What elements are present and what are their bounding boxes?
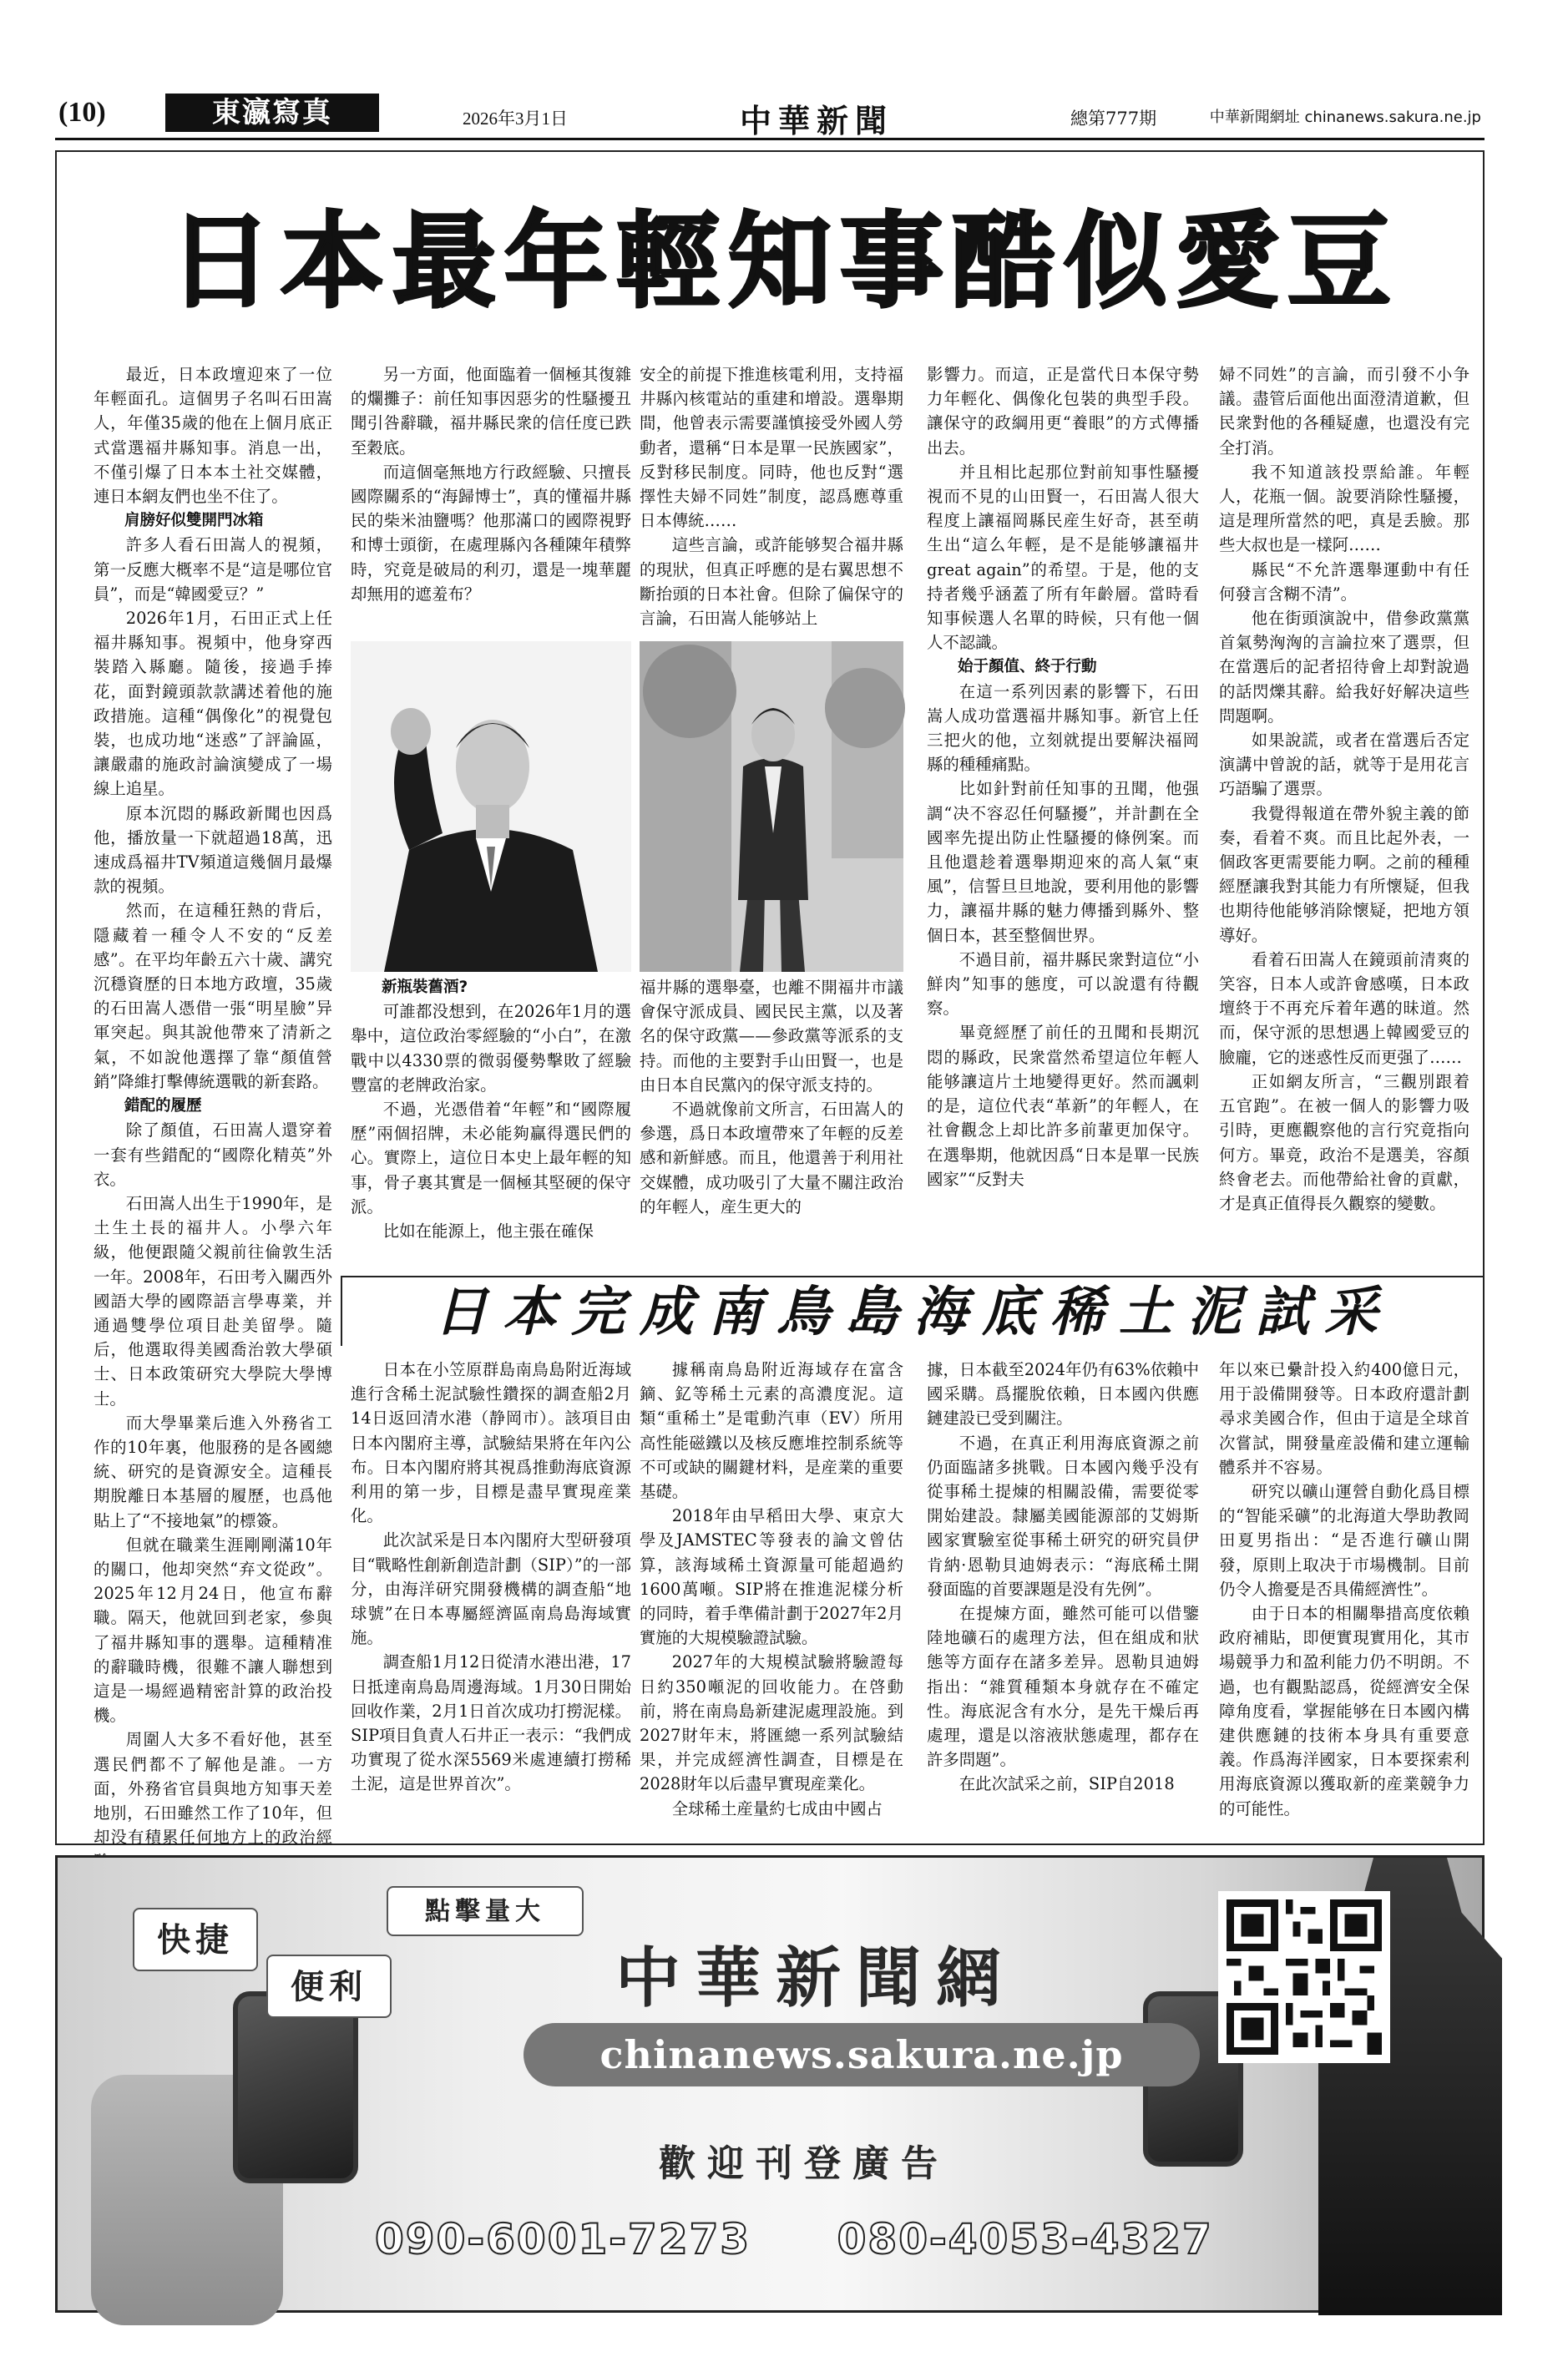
paragraph: 周圍人大多不看好他，甚至選民們都不了解他是誰。一方面，外務省官員與地方知事天差地別，石田雖然工作了10年，但却没有積累任何地方上的政治經 (94, 1730, 332, 1848)
paragraph: 調查船1月12日從清水港出港，17日抵達南鳥島周邊海域。1月30日開始回收作業，2月1日首次成功打撈泥樣。SIP項目負責人石井正一表示：“我們成功實現了從水深5569米處連續打撈稀土泥，這是世界首次”。 (351, 1652, 631, 1794)
main-column-3-top (640, 362, 903, 638)
photo-governor-fist (351, 641, 631, 972)
paragraph: 不過，在真正利用海底資源之前仍面臨諸多挑戰。日本國內幾乎没有從事稀土提煉的相關設備，需要從零開始建設。隸屬美國能源部的艾姆斯國家實驗室從事稀土研究的研究員伊肯納·恩勒貝迪姆表示：“海底稀土開發面臨的首要課題是没有先例”。 (927, 1433, 1199, 1599)
paragraph: 據稱南鳥島附近海域存在富含鏑、釔等稀土元素的高濃度泥。這類“重稀土”是電動汽車（EV）所用高性能磁鐵以及核反應堆控制系統等不可或缺的關鍵材料，是産業的重要基礎。 (640, 1360, 903, 1502)
second-column-1 (351, 1358, 631, 1842)
paragraph: 研究以礦山運營自動化爲目標的“智能采礦”的北海道大學助教岡田夏男指出：“是否進行礦山開發，原則上取决于市場機制。目前仍令人擔憂是否具備經濟性”。 (1219, 1482, 1469, 1599)
paragraph: 而這個毫無地方行政經驗、只擅長國際關系的“海歸博士”，真的懂福井縣民的柴米油鹽嗎？他那滿口的國際視野和博士頭銜，在處理縣內各種陳年積弊時，究竟是破局的利刃，還是一塊華麗却無用的遮羞布？ (351, 462, 631, 604)
paragraph: 這些言論，或許能够契合福井縣的現狀，但真正呼應的是右翼思想不斷抬頭的日本社會。但除了偏保守的言論，石田嵩人能够站上 (640, 535, 903, 629)
paragraph: 在提煉方面，雖然可能可以借鑒陸地礦石的處理方法，但在組成和狀態等方面存在諸多差异。恩勒貝迪姆指出：“雜質種類本身就存在不確定性。海底泥含有水分，是先干燥后再處理，還是以溶液狀態處理，都存在許多問題”。 (927, 1604, 1199, 1770)
paragraph: 2018年由早稻田大學、東京大學及JAMSTEC等發表的論文曾估算，該海域稀土資源量可能超過約1600萬噸。SIP將在推進泥樣分析的同時，着手準備計劃于2027年2月實施的大規模驗證試驗。 (640, 1506, 903, 1648)
main-column-5 (1219, 362, 1469, 1272)
second-column-4 (1219, 1358, 1469, 1842)
paragraph: 然而，在這種狂熱的背后，隱藏着一種令人不安的“反差感”。在平均年齡五六十歲、講究沉穩資歷的日本地方政壇，35歲的石田嵩人憑借一張“明星臉”异軍突起。與其說他帶來了清新之氣，不如說他選擇了靠“顏值營銷”降維打擊傳統選戰的新套路。 (94, 901, 332, 1091)
paragraph: 石田嵩人出生于1990年，是土生土長的福井人。小學六年級，他便跟隨父親前往倫敦生活一年。2008年，石田考入關西外國語大學的國際語言學專業，并通過雙學位項目赴美留學。隨后，他選取得美國喬治敦大學碩士、日本政策研究大學院大學博士。 (94, 1193, 332, 1409)
governor-portrait-image (351, 641, 631, 972)
paragraph: 看着石田嵩人在鏡頭前清爽的笑容，日本人或許會感嘆，日本政壇終于不再充斥着年邁的昧道。然而，保守派的思想遇上韓國愛豆的臉龐，它的迷惑性反而更强了…… (1219, 949, 1469, 1067)
paragraph: 并且相比起那位對前知事性騷擾視而不見的山田賢一，石田嵩人很大程度上讓福岡縣民産生好奇，甚至萌生出“這么年輕，是不是能够讓福井great again”的希望。于是，他的支持者幾乎涵蓋了所有年齡層。當時看知事候選人名單的時候，只有他一個人不認識。 (927, 462, 1199, 653)
paragraph: 影響力。而這，正是當代日本保守勢力年輕化、偶像化包裝的典型手段。讓保守的政綱用更“養眼”的方式傳播出去。 (927, 365, 1199, 458)
paragraph: 由于日本的相關舉措高度依賴政府補貼，即便實現實用化，其市場競爭力和盈利能力仍不明朗。不過，也有觀點認爲，從經濟安全保障角度看，掌握能够在日本國內構建供應鏈的技術本身具有重要意義。作爲海洋國家，日本要探索利用海底資源以獲取新的産業競争力的可能性。 (1219, 1604, 1469, 1818)
paragraph: 除了顏值，石田嵩人還穿着一套有些錯配的“國際化精英”外衣。 (94, 1120, 332, 1189)
paragraph: 我不知道該投票給誰。年輕人，花瓶一個。說要消除性騷擾，這是理所當然的吧，真是丢臉。那些大叔也是一樣阿…… (1219, 462, 1469, 555)
paragraph: 不過目前，福井縣民衆對這位“小鮮肉”知事的態度，可以說還有待觀察。 (927, 949, 1199, 1019)
paragraph: 許多人看石田嵩人的視頻，第一反應大概率不是“這是哪位官員”，而是“韓國愛豆？” (94, 535, 332, 604)
ad-bubble-quick: 快捷 (133, 1908, 258, 1971)
qr-code-icon[interactable] (1218, 1891, 1390, 2063)
issue-date: 2026年3月1日 (463, 109, 568, 129)
paragraph: 婦不同姓”的言論，而引發不小争議。盡管后面他出面澄清道歉，但民衆對他的各種疑慮，也還没有完全打消。 (1219, 365, 1469, 458)
phone-number-2[interactable]: 080-4053-4327 (837, 2215, 1213, 2263)
paragraph: 可誰都没想到，在2026年1月的選舉中，這位政治零經驗的“小白”，在激戰中以4330票的微弱優勢擊敗了經驗豐富的老牌政治家。 (351, 1002, 631, 1095)
masthead (55, 94, 1485, 140)
subheading: 新瓶裝舊酒? (382, 979, 468, 996)
main-column-2-bottom (351, 975, 631, 1269)
qr-code-graphic (1227, 1899, 1382, 2055)
ad-bubble-clicks: 點擊量大 (387, 1886, 584, 1936)
governor-walking-image (640, 641, 903, 972)
paragraph: 在這一系列因素的影響下，石田嵩人成功當選福井縣知事。新官上任三把火的他，立刻就提出要解決福岡縣的種種痛點。 (927, 681, 1199, 775)
main-column-2-top (351, 362, 631, 638)
phone-number-1[interactable]: 090-6001-7273 (375, 2215, 751, 2263)
advertisement-banner[interactable] (55, 1855, 1485, 2313)
ad-title: 中華新聞網 (615, 1940, 1017, 2016)
subheading: 始于顏值、終于行動 (958, 658, 1097, 676)
main-column-3-bottom (640, 975, 903, 1269)
paragraph: 而大學畢業后進入外務省工作的10年裏，他服務的是各國總統、研究的是資源安全。這種長期脫離日本基層的履歷，也爲他貼上了“不接地氣”的標簽。 (94, 1413, 332, 1530)
paragraph: 比如針對前任知事的丑聞，他强調“决不容忍任何騷擾”，并計劃在全國率先提出防止性騷擾的條例案。而且他還趁着選舉期迎來的高人氣“東風”，信誓旦旦地說，要利用他的影響力，讓福井縣的魅力傳播到縣外、整個日本，甚至整個世界。 (927, 779, 1199, 945)
subheading: 錯配的履歷 (124, 1097, 202, 1115)
second-headline: 日本完成南鳥島海底稀土泥試采 (341, 1276, 1485, 1346)
ad-welcome: 歡迎刊登廣告 (659, 2142, 949, 2185)
phone-icon (233, 1991, 358, 2183)
paragraph: 不過就像前文所言，石田嵩人的參選，爲日本政壇帶來了年輕的反差感和新鮮感。而且，他還善于利用社交媒體，成功吸引了大量不關注政治的年輕人，産生更大的 (640, 1100, 903, 1216)
paragraph: 正如網友所言，“三觀別跟着五官跑”。在被一個人的影響力吸引時，更應觀察他的言行究竟指向何方。畢竟，政治不是選美，容顏終會老去。而他帶給社會的貢獻，才是真正值得長久觀察的變數。 (1219, 1071, 1469, 1213)
section-tag: 東瀛寫真 (165, 94, 379, 132)
site-label: 中華新聞網址 (1209, 109, 1300, 126)
paragraph: 畢竟經歷了前任的丑聞和長期沉悶的縣政，民衆當然希望這位年輕人能够讓這片土地變得更好。然而諷刺的是，這位代表“革新”的年輕人，在社會觀念上却比許多前輩更加保守。在選舉期，他就因爲“日本是單一民族國家”“反對夫 (927, 1023, 1199, 1189)
paragraph: 日本在小笠原群島南鳥島附近海域進行含稀土泥試驗性鑽探的調查船2月14日返回清水港（静岡市）。該項目由日本內閣府主導，試驗結果將在年內公布。日本內閣府將其視爲推動海底資源利用的第一步，目標是盡早實現産業化。 (351, 1360, 631, 1526)
paragraph: 比如在能源上，他主張在確保 (382, 1221, 594, 1242)
paragraph: 2026年1月，石田正式上任福井縣知事。視頻中，他身穿西裝踏入縣廳。隨後，接過手捧花，面對鏡頭款款講述着他的施政措施。這種“偶像化”的視覺包裝，也成功地“迷惑”了評論區，讓嚴肅的施政討論演變成了一場線上追星。 (94, 609, 332, 799)
paragraph: 最近，日本政壇迎來了一位年輕面孔。這個男子名叫石田嵩人，年僅35歲的他在上個月底正式當選福井縣知事。消息一出，不僅引爆了日本本土社交媒體，連日本網友們也坐不住了。 (94, 365, 332, 507)
paragraph: 縣民“不允許選舉運動中有任何發言含糊不清”。 (1219, 559, 1469, 604)
ad-bubble-convenient: 便利 (266, 1955, 392, 2018)
second-column-3 (927, 1358, 1199, 1842)
second-column-2 (640, 1358, 903, 1842)
paragraph: 但就在職業生涯剛剛滿10年的關口，他却突然“弃文從政”。2025年12月24日，他宣布辭職。隔天，他就回到老家，參與了福井縣知事的選舉。這種精准的辭職時機，很難不讓人聯想到這是一場經過精密計算的政治投機。 (94, 1535, 332, 1726)
paragraph: 此次試采是日本內閣府大型研發項目“戰略性創新創造計劃（SIP）”的一部分，由海洋研究開發機構的調查船“地球號”在日本專屬經濟區南鳥島海域實施。 (351, 1530, 631, 1648)
paragraph: 如果說謊，或者在當選后否定演講中曾說的話，就等于是用花言巧語騙了選票。 (1219, 731, 1469, 799)
paragraph: 原本沉悶的縣政新聞也因爲他，播放量一下就超過18萬，迅速成爲福井TV頻道這幾個月最爆款的視頻。 (94, 803, 332, 897)
paragraph: 不過，光憑借着“年輕”和“國際履歷”兩個招牌，未必能夠贏得選民們的心。實際上，這位日本史上最年輕的知事，骨子裏其實是一個極其堅硬的保守派。 (351, 1100, 631, 1216)
paper-name: 中華新聞 (740, 102, 894, 139)
subheading: 肩膀好似雙開門冰箱 (124, 512, 264, 530)
site-url-text: chinanews.sakura.ne.jp (1304, 109, 1481, 126)
paragraph: 全球稀土産量約七成由中國占 (671, 1798, 883, 1818)
paragraph: 另一方面，他面臨着一個極其復雜的爛攤子：前任知事因惡劣的性騷擾丑聞引咎辭職，福井縣民衆的信任度已跌至穀底。 (351, 365, 631, 458)
page-number: (10) (58, 97, 106, 128)
main-headline: 日本最年輕知事酷似愛豆 (168, 202, 1399, 322)
paragraph: 安全的前提下推進核電利用，支持福井縣內核電站的重建和增設。選舉期間，他曾表示需要謹慎接受外國人勞動者，還稱“日本是單一民族國家”，反對移民制度。同時，他也反對“選擇性夫婦不同姓”制度，認爲應尊重日本傳統…… (640, 365, 903, 531)
main-column-4 (927, 362, 1199, 1272)
paragraph: 2027年的大規模試驗將驗證每日約350噸泥的回收能力。在啓動前，將在南鳥島新建泥處理設施。到2027財年末，將匯總一系列試驗結果，并完成經濟性調查，目標是在2028財年以后盡早實現産業化。 (640, 1652, 903, 1794)
site-url (1210, 105, 1481, 127)
paragraph: 在此次試采之前，SIP自2018 (959, 1774, 1175, 1794)
main-column-1 (94, 362, 332, 1848)
paragraph: 我覺得報道在帶外貌主義的節奏，看着不爽。而且比起外表，一個政客更需要能力啊。之前的種種經歷讓我對其能力有所懷疑，但我也期待他能够消除懷疑，把地方領導好。 (1219, 803, 1469, 945)
paragraph: 年以來已纍計投入約400億日元，用于設備開發等。日本政府還計劃尋求美國合作，但由于這是全球首次嘗試，開發量産設備和建立運輸體系并不容易。 (1219, 1360, 1469, 1477)
issue-number: 總第777期 (1070, 109, 1157, 129)
photo-governor-walking (640, 641, 903, 972)
ad-phone-numbers (375, 2215, 1213, 2263)
paragraph: 福井縣的選舉臺，也離不開福井市議會保守派成員、國民民主黨，以及著名的保守政黨——參政黨等派系的支持。而他的主要對手山田賢一，也是由日本自民黨內的保守派支持的。 (640, 978, 903, 1095)
paragraph: 他在街頭演說中，借參政黨黨首氣勢洶洶的言論拉來了選票，但在當選后的記者招待會上却對說過的話閃爍其辭。給我好好解决這些問題啊。 (1219, 609, 1469, 726)
paragraph: 據，日本截至2024年仍有63%依賴中國采購。爲擺脫依賴，日本國內供應鏈建設已受到關注。 (927, 1360, 1199, 1429)
ad-url-link[interactable]: chinanews.sakura.ne.jp (524, 2023, 1200, 2086)
